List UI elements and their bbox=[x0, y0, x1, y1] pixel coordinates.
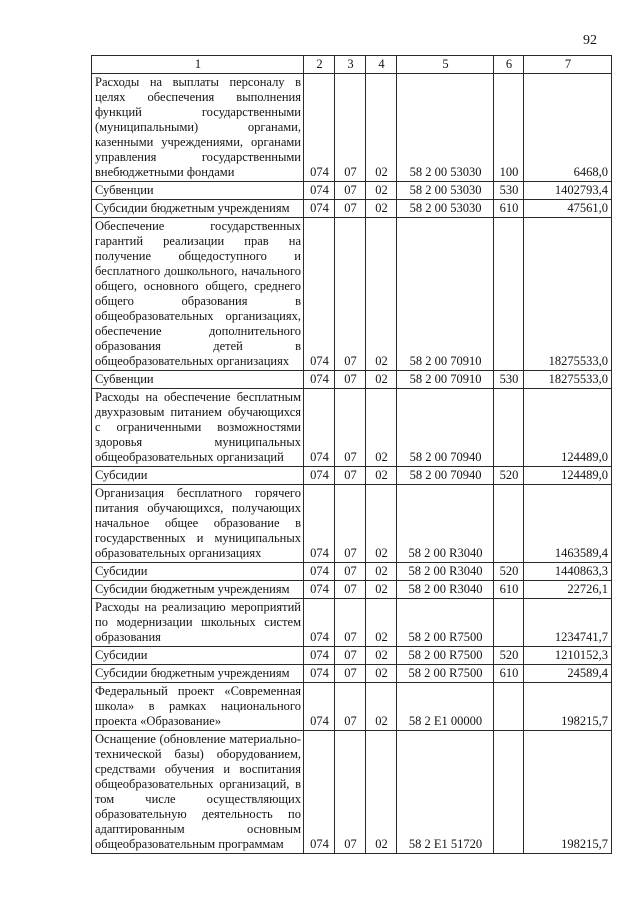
table-row bbox=[92, 599, 612, 647]
table-row bbox=[92, 485, 612, 563]
amount-cell: 1210152,3 bbox=[524, 647, 612, 665]
subsection-code-cell: 02 bbox=[366, 200, 397, 218]
section-code-cell: 07 bbox=[335, 599, 366, 647]
expense-type-cell: 100 bbox=[494, 74, 524, 182]
amount-cell: 1440863,3 bbox=[524, 563, 612, 581]
admin-code-cell: 074 bbox=[304, 683, 335, 731]
target-article-cell: 58 2 00 70940 bbox=[397, 467, 494, 485]
admin-code-cell: 074 bbox=[304, 389, 335, 467]
expense-type-cell: 610 bbox=[494, 665, 524, 683]
admin-code-cell: 074 bbox=[304, 182, 335, 200]
subsection-code-cell: 02 bbox=[366, 599, 397, 647]
table-row bbox=[92, 581, 612, 599]
section-code-cell: 07 bbox=[335, 665, 366, 683]
target-article-cell: 58 2 00 53030 bbox=[397, 74, 494, 182]
subsection-code-cell: 02 bbox=[366, 467, 397, 485]
expense-name-cell: Субвенции bbox=[92, 371, 304, 389]
amount-cell: 47561,0 bbox=[524, 200, 612, 218]
target-article-cell: 58 2 00 70910 bbox=[397, 371, 494, 389]
expense-name-cell: Субсидии bbox=[92, 467, 304, 485]
header-cell: 1 bbox=[92, 56, 304, 74]
expense-name-cell: Оснащение (обновление материально-технической базы) оборудованием, средствами обучения и воспитания общеобразовательных организаций, в том числе осуществляющих образовательную деятельность по адаптированным основным общеобразовательным программам bbox=[92, 731, 304, 854]
page-number: 92 bbox=[583, 33, 597, 48]
expense-name-cell: Расходы на реализацию мероприятий по модернизации школьных систем образования bbox=[92, 599, 304, 647]
target-article-cell: 58 2 00 R7500 bbox=[397, 665, 494, 683]
expense-name-cell: Субсидии бюджетным учреждениям bbox=[92, 581, 304, 599]
admin-code-cell: 074 bbox=[304, 371, 335, 389]
expense-name-cell: Субсидии bbox=[92, 647, 304, 665]
expense-name-cell: Обеспечение государственных гарантий реализации прав на получение общедоступного и бесплатного дошкольного, начального общего, основного общего, среднего общего образования в общеобразовательных организациях, обеспечение дополнительного образования детей в общеобразовательных организациях bbox=[92, 218, 304, 371]
expense-name-cell: Организация бесплатного горячего питания обучающихся, получающих начальное общее образование в государственных и муниципальных образовательных организациях bbox=[92, 485, 304, 563]
subsection-code-cell: 02 bbox=[366, 485, 397, 563]
expense-type-cell: 520 bbox=[494, 467, 524, 485]
expense-type-cell bbox=[494, 389, 524, 467]
target-article-cell: 58 2 00 53030 bbox=[397, 200, 494, 218]
section-code-cell: 07 bbox=[335, 371, 366, 389]
amount-cell: 6468,0 bbox=[524, 74, 612, 182]
subsection-code-cell: 02 bbox=[366, 371, 397, 389]
table-row bbox=[92, 731, 612, 854]
admin-code-cell: 074 bbox=[304, 467, 335, 485]
target-article-cell: 58 2 00 R3040 bbox=[397, 485, 494, 563]
amount-cell: 124489,0 bbox=[524, 467, 612, 485]
admin-code-cell: 074 bbox=[304, 218, 335, 371]
subsection-code-cell: 02 bbox=[366, 683, 397, 731]
admin-code-cell: 074 bbox=[304, 581, 335, 599]
expense-type-cell bbox=[494, 683, 524, 731]
expense-name-cell: Расходы на обеспечение бесплатным двухразовым питанием обучающихся с ограниченными возможностями здоровья муниципальных общеобразовательных организаций bbox=[92, 389, 304, 467]
section-code-cell: 07 bbox=[335, 182, 366, 200]
admin-code-cell: 074 bbox=[304, 731, 335, 854]
amount-cell: 24589,4 bbox=[524, 665, 612, 683]
amount-cell: 18275533,0 bbox=[524, 371, 612, 389]
table-row bbox=[92, 74, 612, 182]
target-article-cell: 58 2 00 R7500 bbox=[397, 599, 494, 647]
table-row bbox=[92, 218, 612, 371]
expense-type-cell: 610 bbox=[494, 200, 524, 218]
table-row bbox=[92, 200, 612, 218]
expense-type-cell: 530 bbox=[494, 182, 524, 200]
expense-name-cell: Субсидии bbox=[92, 563, 304, 581]
subsection-code-cell: 02 bbox=[366, 389, 397, 467]
subsection-code-cell: 02 bbox=[366, 563, 397, 581]
amount-cell: 198215,7 bbox=[524, 683, 612, 731]
section-code-cell: 07 bbox=[335, 485, 366, 563]
admin-code-cell: 074 bbox=[304, 74, 335, 182]
header-row bbox=[92, 56, 612, 74]
section-code-cell: 07 bbox=[335, 683, 366, 731]
budget-table bbox=[91, 55, 612, 854]
target-article-cell: 58 2 E1 00000 bbox=[397, 683, 494, 731]
header-cell: 6 bbox=[494, 56, 524, 74]
section-code-cell: 07 bbox=[335, 563, 366, 581]
section-code-cell: 07 bbox=[335, 731, 366, 854]
target-article-cell: 58 2 00 R3040 bbox=[397, 581, 494, 599]
amount-cell: 1402793,4 bbox=[524, 182, 612, 200]
table-row bbox=[92, 665, 612, 683]
subsection-code-cell: 02 bbox=[366, 74, 397, 182]
section-code-cell: 07 bbox=[335, 200, 366, 218]
admin-code-cell: 074 bbox=[304, 563, 335, 581]
subsection-code-cell: 02 bbox=[366, 665, 397, 683]
table-row bbox=[92, 563, 612, 581]
amount-cell: 124489,0 bbox=[524, 389, 612, 467]
section-code-cell: 07 bbox=[335, 74, 366, 182]
target-article-cell: 58 2 00 70940 bbox=[397, 389, 494, 467]
table-row bbox=[92, 389, 612, 467]
target-article-cell: 58 2 00 70910 bbox=[397, 218, 494, 371]
expense-name-cell: Федеральный проект «Современная школа» в рамках национального проекта «Образование» bbox=[92, 683, 304, 731]
expense-type-cell: 520 bbox=[494, 647, 524, 665]
admin-code-cell: 074 bbox=[304, 599, 335, 647]
expense-type-cell bbox=[494, 485, 524, 563]
table-row bbox=[92, 467, 612, 485]
table-body bbox=[92, 74, 612, 854]
expense-type-cell: 610 bbox=[494, 581, 524, 599]
admin-code-cell: 074 bbox=[304, 485, 335, 563]
expense-type-cell bbox=[494, 218, 524, 371]
amount-cell: 198215,7 bbox=[524, 731, 612, 854]
header-cell: 5 bbox=[397, 56, 494, 74]
table-row bbox=[92, 647, 612, 665]
admin-code-cell: 074 bbox=[304, 647, 335, 665]
expense-type-cell: 530 bbox=[494, 371, 524, 389]
target-article-cell: 58 2 00 R7500 bbox=[397, 647, 494, 665]
expense-type-cell bbox=[494, 731, 524, 854]
section-code-cell: 07 bbox=[335, 647, 366, 665]
subsection-code-cell: 02 bbox=[366, 647, 397, 665]
amount-cell: 1463589,4 bbox=[524, 485, 612, 563]
subsection-code-cell: 02 bbox=[366, 581, 397, 599]
table-row bbox=[92, 182, 612, 200]
expense-type-cell: 520 bbox=[494, 563, 524, 581]
expense-name-cell: Субвенции bbox=[92, 182, 304, 200]
subsection-code-cell: 02 bbox=[366, 731, 397, 854]
header-cell: 7 bbox=[524, 56, 612, 74]
subsection-code-cell: 02 bbox=[366, 182, 397, 200]
section-code-cell: 07 bbox=[335, 581, 366, 599]
amount-cell: 22726,1 bbox=[524, 581, 612, 599]
table-row bbox=[92, 371, 612, 389]
amount-cell: 1234741,7 bbox=[524, 599, 612, 647]
target-article-cell: 58 2 00 R3040 bbox=[397, 563, 494, 581]
header-cell: 4 bbox=[366, 56, 397, 74]
target-article-cell: 58 2 00 53030 bbox=[397, 182, 494, 200]
section-code-cell: 07 bbox=[335, 218, 366, 371]
table-row bbox=[92, 683, 612, 731]
admin-code-cell: 074 bbox=[304, 665, 335, 683]
section-code-cell: 07 bbox=[335, 467, 366, 485]
expense-name-cell: Субсидии бюджетным учреждениям bbox=[92, 665, 304, 683]
expense-name-cell: Расходы на выплаты персоналу в целях обеспечения выполнения функций государственными (муниципальными) органами, казенными учреждениями, органами управления государственными внебюджетными фондами bbox=[92, 74, 304, 182]
header-cell: 2 bbox=[304, 56, 335, 74]
admin-code-cell: 074 bbox=[304, 200, 335, 218]
header-cell: 3 bbox=[335, 56, 366, 74]
section-code-cell: 07 bbox=[335, 389, 366, 467]
expense-type-cell bbox=[494, 599, 524, 647]
amount-cell: 18275533,0 bbox=[524, 218, 612, 371]
expense-name-cell: Субсидии бюджетным учреждениям bbox=[92, 200, 304, 218]
target-article-cell: 58 2 E1 51720 bbox=[397, 731, 494, 854]
subsection-code-cell: 02 bbox=[366, 218, 397, 371]
